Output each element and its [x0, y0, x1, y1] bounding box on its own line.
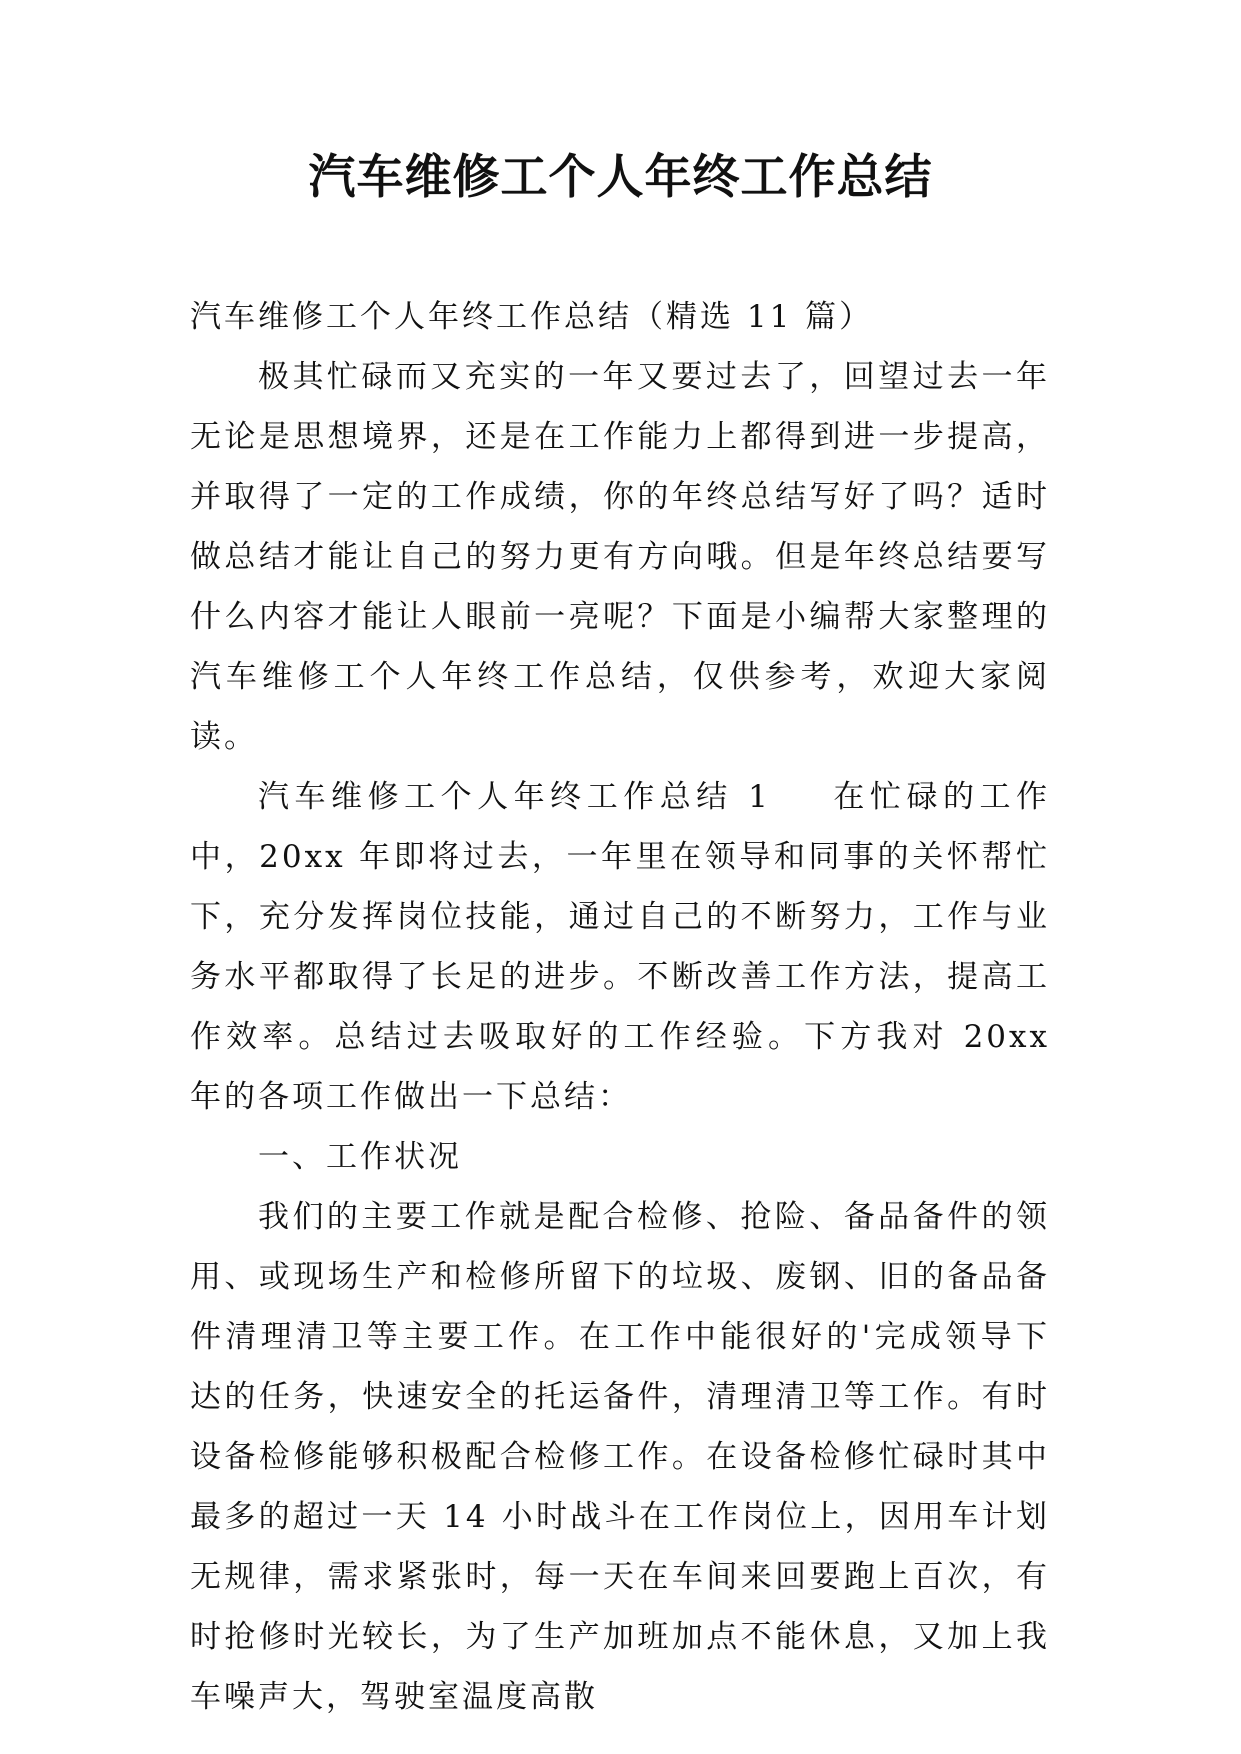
- article-1-heading: 汽车维修工个人年终工作总结 1: [258, 779, 771, 815]
- section-1-paragraph: 我们的主要工作就是配合检修、抢险、备品备件的领用、或现场生产和检修所留下的垃圾、废钢、旧的备品备件清理清卫等主要工作。在工作中能很好的'完成领导下达的任务，快速安全的托运备件，清理清卫等工作。有时设备检修能够积极配合检修工作。在设备检修忙碌时其中最多的超过一天 14 小时战斗在工作岗位上，因用车计划无规律，需求紧张时，每一天在车间来回要跑上百次，有时抢修时光较长，为了生产加班加点不能休息，又加上我车噪声大，驾驶室温度高散: [190, 1199, 1050, 1715]
- document-body: [190, 287, 1050, 1727]
- article-1-paragraph: [190, 767, 1050, 1127]
- intro-paragraph: 极其忙碌而又充实的一年又要过去了，回望过去一年无论是思想境界，还是在工作能力上都得到进一步提高，并取得了一定的工作成绩，你的年终总结写好了吗？适时做总结才能让自己的努力更有方向哦。但是年终总结要写什么内容才能让人眼前一亮呢？下面是小编帮大家整理的汽车维修工个人年终工作总结，仅供参考，欢迎大家阅读。: [190, 359, 1050, 755]
- document-subtitle: 汽车维修工个人年终工作总结（精选 11 篇）: [190, 299, 874, 335]
- document-title: 汽车维修工个人年终工作总结: [308, 150, 933, 205]
- article-1-text: 在忙碌的工作中，20xx 年即将过去，一年里在领导和同事的关怀帮忙下，充分发挥岗位技能，通过自己的不断努力，工作与业务水平都取得了长足的进步。不断改善工作方法，提高工作效率。总结过去吸取好的工作经验。下方我对 20xx 年的各项工作做出一下总结：: [190, 779, 1051, 1115]
- section-1-heading: 一、工作状况: [258, 1139, 462, 1175]
